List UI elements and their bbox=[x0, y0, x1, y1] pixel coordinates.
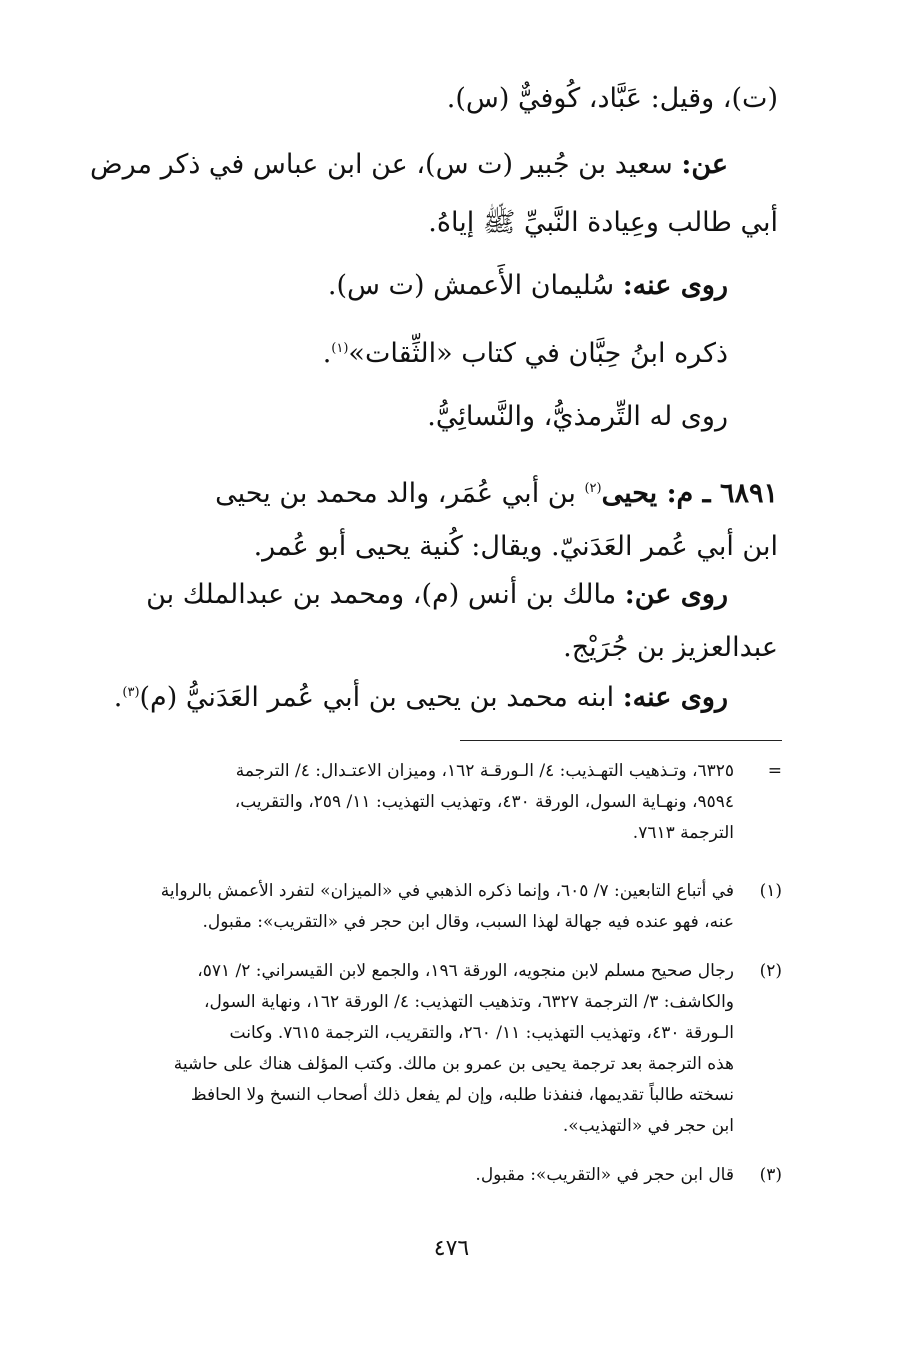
text-line bbox=[78, 664, 778, 727]
footnote-text: هذه الترجمة بعد ترجمة يحيى بن عمرو بن مالك. وكتب المؤلف هناك على حاشية bbox=[173, 1054, 734, 1074]
footnote-number: (٢) bbox=[759, 961, 782, 981]
text-line bbox=[78, 194, 778, 252]
continuation-marker: = bbox=[767, 761, 782, 781]
line-text: (ت)، وقيل: عَبَّاد، كُوفيٌّ (س). bbox=[446, 83, 778, 114]
text-line bbox=[78, 566, 778, 624]
text-line bbox=[78, 388, 778, 446]
an-label: عن: bbox=[681, 149, 728, 180]
rawa-anhu-label: روى عنه: bbox=[622, 270, 728, 301]
main-text bbox=[78, 70, 778, 730]
rawa-anhu2-label: روى عنه: bbox=[622, 682, 728, 713]
footnote-number: (٣) bbox=[759, 1165, 782, 1185]
line-text: سعيد بن جُبير (ت س)، عن ابن عباس في ذكر مرض bbox=[89, 149, 673, 180]
footnotes bbox=[78, 756, 782, 1226]
footnote-text: ابن حجر في «التهذيب». bbox=[562, 1116, 734, 1136]
footnote-text: عنه، فهو عنده فيه جهالة لهذا السبب، وقال ابن حجر في «التقريب»: مقبول. bbox=[202, 912, 734, 932]
footnote-text: رجال صحيح مسلم لابن منجويه، الورقة ١٩٦، والجمع لابن القيسراني: ٢/ ٥٧١، bbox=[197, 961, 734, 981]
text-line bbox=[78, 136, 778, 194]
footnote-text: الترجمة ٧٦١٣. bbox=[632, 823, 734, 843]
line-text: سُليمان الأَعمش (ت س). bbox=[327, 270, 615, 301]
footnote-text: قال ابن حجر في «التقريب»: مقبول. bbox=[475, 1165, 734, 1185]
footnote-text: ٦٣٢٥، وتـذهيب التهـذيب: ٤/ الـورقـة ١٦٢، وميزان الاعتـدال: ٤/ الترجمة bbox=[235, 761, 734, 781]
line-text: مالك بن أنس (م)، ومحمد بن عبدالملك بن bbox=[146, 579, 617, 610]
line-text: روى له التِّرمذيُّ، والنَّسائِيُّ. bbox=[427, 401, 728, 432]
entry-heading-line bbox=[78, 460, 778, 523]
entry-number-label: ٦٨٩١ ـ م: يحيى bbox=[601, 478, 778, 509]
footnote-marker: (٣) bbox=[122, 685, 140, 700]
line-text: عبدالعزيز بن جُرَيْج. bbox=[563, 632, 778, 663]
footnote-text: نسخته طالباً تقديمها، فنفذنا طلبه، وإن لم يفعل ذلك أصحاب النسخ ولا الحافظ bbox=[190, 1085, 734, 1105]
footnote-marker: (١) bbox=[331, 341, 349, 356]
footnote-number: (١) bbox=[759, 881, 782, 901]
text-line bbox=[78, 257, 778, 315]
line-text: ابنه محمد بن يحيى بن أبي عُمر العَدَنيُّ (م) bbox=[139, 682, 615, 713]
text-line bbox=[78, 70, 778, 128]
page-number: ٤٧٦ bbox=[433, 1236, 470, 1261]
footnote-text: في أتباع التابعين: ٧/ ٦٠٥، وإنما ذكره الذهبي في «الميزان» لتفرد الأعمش بالرواية bbox=[160, 881, 734, 901]
footnote-text: ٩٥٩٤، ونهـاية السول، الورقة ٤٣٠، وتهذيب التهذيب: ١١/ ٢٥٩، والتقريب، bbox=[234, 792, 734, 812]
footnote-marker: (٢) bbox=[584, 481, 602, 496]
line-end: . bbox=[113, 682, 123, 713]
line-text: أبي طالب وعِيادة النَّبيِّ ﷺ إياهُ. bbox=[428, 207, 778, 238]
text-line bbox=[78, 320, 778, 383]
footnote-separator bbox=[460, 740, 782, 741]
rawa-an-label: روى عن: bbox=[624, 579, 728, 610]
footnote-text: الـورقة ٤٣٠، وتهذيب التهذيب: ١١/ ٢٦٠، والتقريب، الترجمة ٧٦١٥. وكانت bbox=[229, 1023, 734, 1043]
line-text: ابن أبي عُمر العَدَنيّ. ويقال: كُنية يحيى أبو عُمر. bbox=[253, 531, 778, 562]
line-text: بن أبي عُمَر، والد محمد بن يحيى bbox=[215, 478, 576, 509]
footnote-text: والكاشف: ٣/ الترجمة ٦٣٢٧، وتذهيب التهذيب: ٤/ الورقة ١٦٢، ونهاية السول، bbox=[203, 992, 734, 1012]
line-text: ذكره ابنُ حِبَّان في كتاب «الثِّقات» bbox=[348, 338, 728, 369]
line-end: . bbox=[322, 338, 332, 369]
